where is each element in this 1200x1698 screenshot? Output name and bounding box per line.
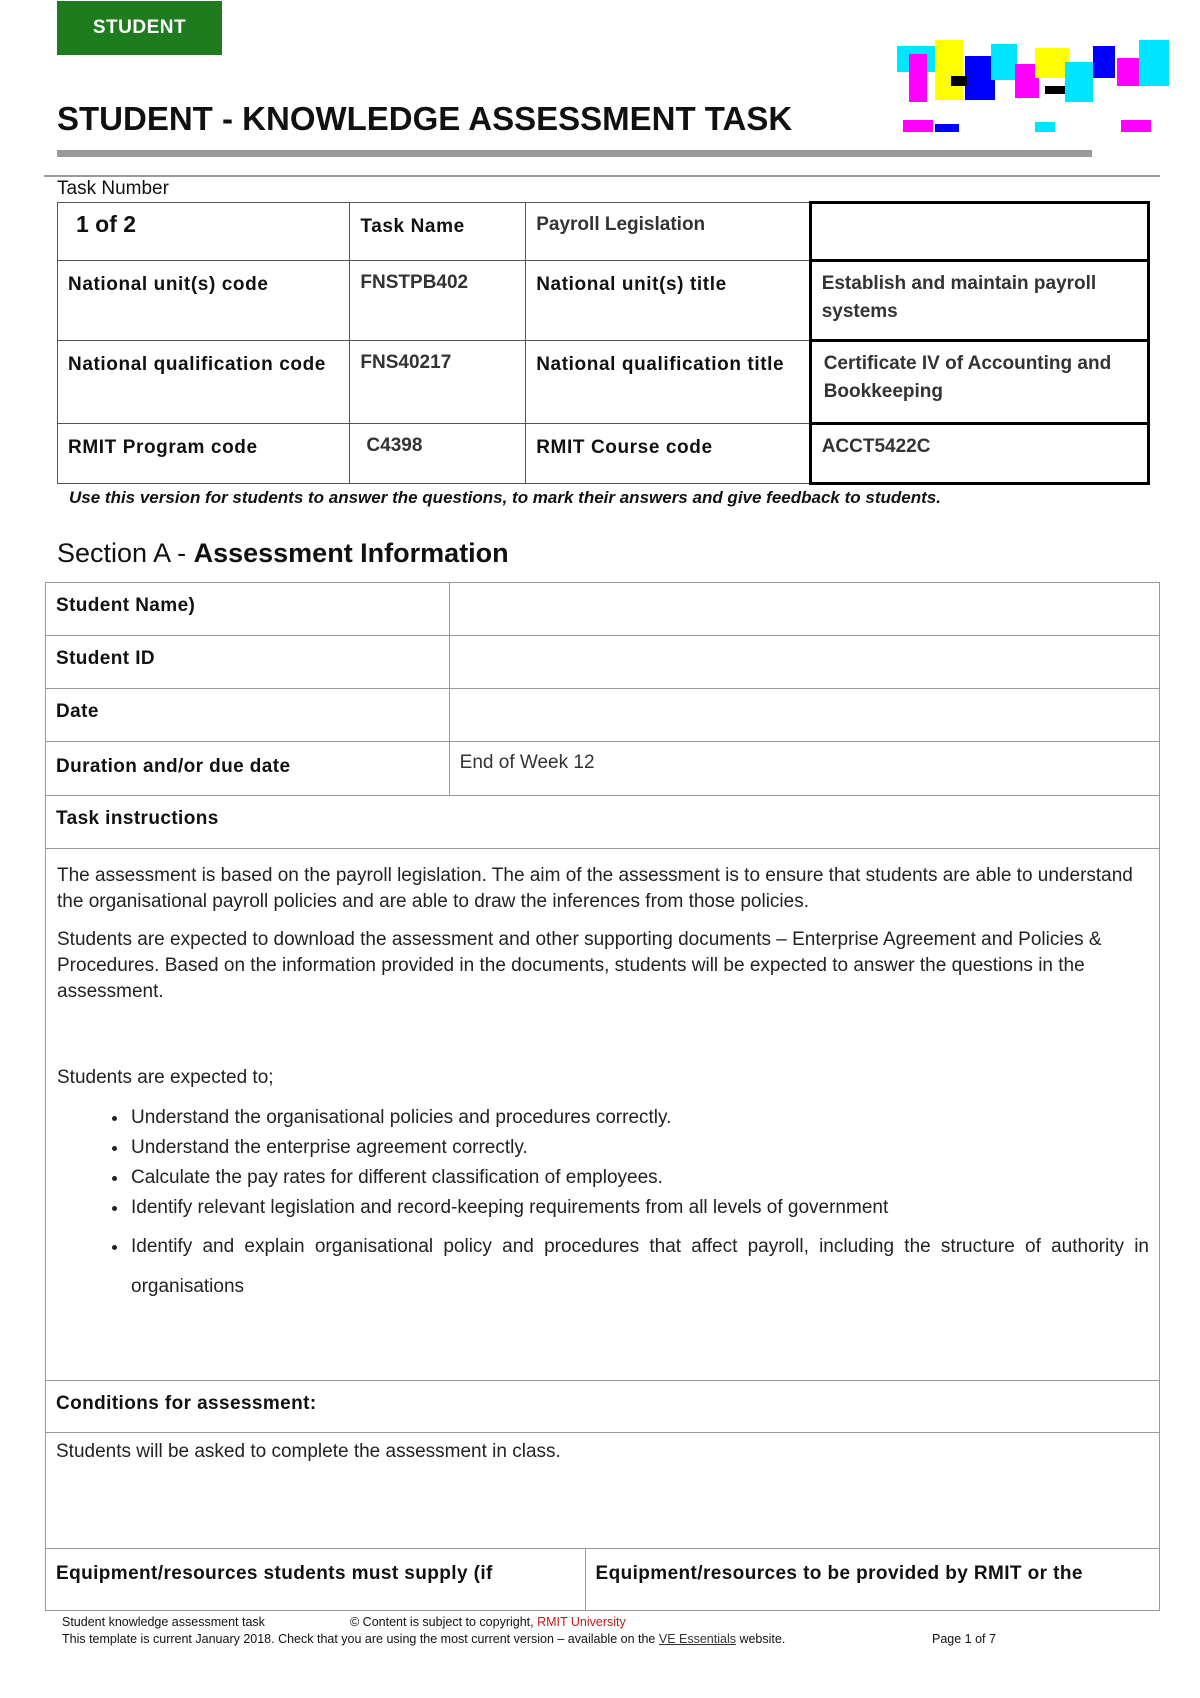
task-number-value: 1 of 2 (76, 211, 137, 237)
page-title: STUDENT - KNOWLEDGE ASSESSMENT TASK (57, 100, 793, 137)
usage-note: Use this version for students to answer the questions, to mark their answers and give feedback to students. (69, 488, 941, 507)
task-instructions-body (46, 849, 1160, 1381)
equipment-rmit-label: Equipment/resources to be provided by RMIT or the (585, 1549, 1159, 1611)
list-item: • Identify and explain organisational policy and procedures that affect payroll, including the structure of authority in organisations (129, 1227, 1149, 1307)
section-a-title (57, 538, 509, 569)
qualification-code-value: FNS40217 (350, 341, 526, 424)
list-item: • Understand the enterprise agreement correctly. (129, 1135, 1149, 1161)
task-info-table (57, 201, 1150, 485)
instructions-paragraph: Students are expected to download the assessment and other supporting documents – Enterprise Agreement and Policies & Procedures. Based on the information provided in the documents, students will be expected to answer the questions in the assessment. (57, 929, 1102, 1002)
equipment-student-label: Equipment/resources students must supply (if (46, 1549, 586, 1611)
student-id-field[interactable] (449, 636, 1159, 689)
course-code-label: RMIT Course code (526, 424, 810, 484)
footer-doc-name: Student knowledge assessment task (62, 1615, 265, 1629)
duration-label: Duration and/or due date (46, 742, 450, 796)
task-name-value: Payroll Legislation (526, 203, 810, 261)
assessment-info-table (45, 582, 1160, 1611)
section-heading: Assessment Information (193, 538, 509, 568)
program-code-label: RMIT Program code (58, 424, 350, 484)
unit-title-label: National unit(s) title (526, 261, 810, 341)
list-item: • Understand the organisational policies and procedures correctly. (129, 1105, 1149, 1131)
conditions-label: Conditions for assessment: (46, 1381, 1160, 1433)
student-id-label: Student ID (46, 636, 450, 689)
student-name-field[interactable] (449, 583, 1159, 636)
title-rule (57, 150, 1092, 157)
task-name-label: Task Name (350, 203, 526, 261)
list-item: • Identify relevant legislation and record-keeping requirements from all levels of government (129, 1195, 1149, 1221)
website-text: website. (735, 1632, 786, 1646)
task-number-label: Task Number (57, 178, 169, 199)
qualification-title-label: National qualification title (526, 341, 810, 424)
qualification-title-value: Certificate IV of Accounting and Bookkeeping (810, 341, 1148, 424)
empty-cell (810, 203, 1148, 261)
duration-value: End of Week 12 (449, 742, 1159, 796)
footer-template-note (62, 1631, 785, 1648)
template-note-text: This template is current January 2018. Check that you are using the most current version – available on the (62, 1632, 659, 1646)
conditions-value: Students will be asked to complete the assessment in class. (46, 1433, 1160, 1549)
page-footer (62, 1614, 1112, 1648)
student-badge: STUDENT (57, 1, 222, 55)
rmit-university-logo (895, 36, 1175, 146)
copyright-holder: RMIT University (537, 1615, 626, 1629)
unit-code-label: National unit(s) code (58, 261, 350, 341)
course-code-value: ACCT5422C (810, 424, 1148, 484)
unit-title-value: Establish and maintain payroll systems (810, 261, 1148, 341)
list-item: • Calculate the pay rates for different classification of employees. (129, 1165, 1149, 1191)
date-field[interactable] (449, 689, 1159, 742)
ve-essentials-link[interactable]: VE Essentials (658, 1632, 736, 1646)
qualification-code-label: National qualification code (58, 341, 350, 424)
unit-code-value: FNSTPB402 (350, 261, 526, 341)
instructions-paragraph: Students are expected to; (57, 1067, 274, 1088)
program-code-value: C4398 (350, 424, 526, 484)
footer-copyright (350, 1614, 626, 1631)
task-instructions-label: Task instructions (46, 796, 1160, 849)
student-name-label: Student Name) (46, 583, 450, 636)
date-label: Date (46, 689, 450, 742)
expectations-list (57, 1105, 1149, 1307)
instructions-paragraph: The assessment is based on the payroll legislation. The aim of the assessment is to ensure that students are able to understand the organisational payroll policies and are able to draw the inferences from those policies. (57, 865, 1133, 912)
task-number-cell (58, 203, 350, 261)
section-prefix: Section A - (57, 538, 194, 568)
divider (44, 175, 1160, 177)
copyright-text: © Content is subject to copyright, (350, 1615, 538, 1629)
page-number: Page 1 of 7 (932, 1632, 996, 1646)
